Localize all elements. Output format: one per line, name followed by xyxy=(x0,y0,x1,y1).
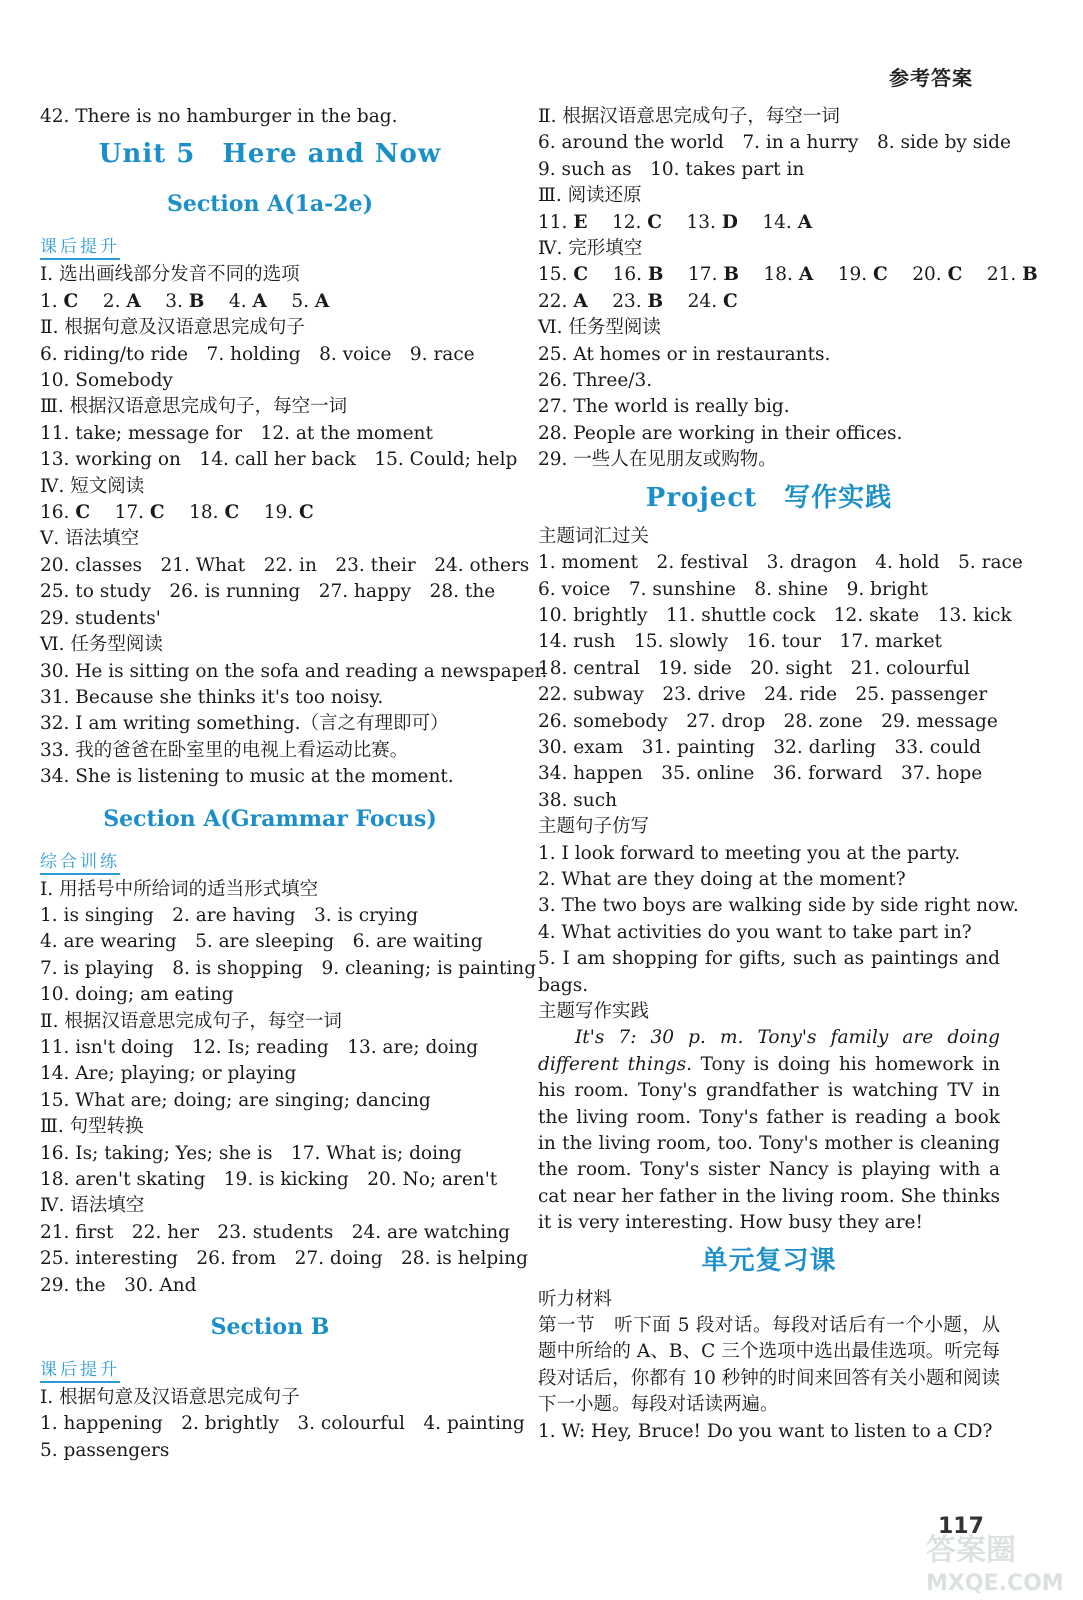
answer-line: 22. subway 23. drive 24. ride 25. passenger xyxy=(538,684,988,706)
answer-line: 1. I look forward to meeting you at the party. xyxy=(538,842,961,864)
answer-line: 1. happening 2. brightly 3. colourful 4. painting xyxy=(40,1413,525,1435)
answer-line: 主题句子仿写 xyxy=(538,816,650,838)
answer-item: 19. C xyxy=(837,264,888,286)
answer-line: 9. such as 10. takes part in xyxy=(538,158,805,180)
answer-line: 6. riding/to ride 7. holding 8. voice 9. race xyxy=(40,343,475,365)
answer-line: 3. The two boys are walking side by side right now. xyxy=(538,895,1019,917)
answer-line: 21. first 22. her 23. students 24. are watching xyxy=(40,1221,510,1243)
answer-line: 18. central 19. side 20. sight 21. colourful xyxy=(538,657,970,679)
answer-item: 15. C xyxy=(538,264,589,286)
answer-line: 主题词汇过关 xyxy=(538,525,650,547)
answer-line: 29. 一些人在见朋友或购物。 xyxy=(538,449,777,471)
unit-title: 单元复习课 xyxy=(701,1245,837,1276)
answer-line: 11. isn't doing 12. Is; reading 13. are; doing xyxy=(40,1036,479,1058)
answer-item: 20. C xyxy=(912,264,963,286)
exercise-tag: 课后提升 xyxy=(40,236,120,260)
svg-text:答案圈: 答案圈 xyxy=(926,1533,1016,1568)
answer-line: 4. What activities do you want to take part in? xyxy=(538,921,972,943)
answer-item: 17. B xyxy=(688,264,739,286)
answer-row xyxy=(40,289,500,315)
unit-title: Project 写作实践 xyxy=(645,482,893,513)
answer-line: Ⅳ. 短文阅读 xyxy=(40,475,145,497)
answer-line: 30. He is sitting on the sofa and reading a newspaper. xyxy=(40,660,548,682)
exercise-tag: 课后提升 xyxy=(40,1359,120,1383)
answer-line: 26. Three/3. xyxy=(538,370,653,392)
answer-line: Ⅱ. 根据汉语意思完成句子，每空一词 xyxy=(538,106,840,127)
answer-line: 34. She is listening to music at the moment. xyxy=(40,766,454,788)
answer-row xyxy=(538,289,1000,315)
answer-line: Ⅴ. 语法填空 xyxy=(40,528,140,550)
answer-item: 19. C xyxy=(263,502,314,524)
answer-item: 18. A xyxy=(763,264,814,286)
paragraph: 5. I am shopping for gifts, such as paintings and bags. xyxy=(538,948,1000,996)
answer-line: Ⅲ. 句型转换 xyxy=(40,1116,144,1138)
answer-line: 11. take; message for 12. at the moment xyxy=(40,422,433,444)
answer-line: 29. the 30. And xyxy=(40,1274,197,1296)
answer-item: 21. B xyxy=(986,264,1038,286)
answer-line: 38. such xyxy=(538,789,617,811)
answer-line: 30. exam 31. painting 32. darling 33. could xyxy=(538,736,981,758)
answer-line: Ⅱ. 根据句意及汉语意思完成句子 xyxy=(40,317,305,339)
answer-line: 25. At homes or in restaurants. xyxy=(538,343,831,365)
answer-item: 18. C xyxy=(189,502,240,524)
exercise-tag-row xyxy=(40,1353,500,1385)
answer-line: 42. There is no hamburger in the bag. xyxy=(40,106,398,127)
answer-item: 5. A xyxy=(291,290,330,312)
answer-line: 10. brightly 11. shuttle cock 12. skate 13. kick xyxy=(538,604,1012,626)
answer-line: 听力材料 xyxy=(538,1288,613,1310)
answer-line: 13. working on 14. call her back 15. Could; help xyxy=(40,449,518,471)
answer-line: 1. is singing 2. are having 3. is crying xyxy=(40,904,419,926)
answer-line: Ⅵ. 任务型阅读 xyxy=(40,634,163,656)
left-column xyxy=(40,104,548,1464)
answer-item: 4. A xyxy=(228,290,267,312)
answer-item: 1. C xyxy=(40,290,79,312)
answer-line: Ⅰ. 选出画线部分发音不同的选项 xyxy=(40,264,300,286)
answer-line: Ⅰ. 根据句意及汉语意思完成句子 xyxy=(40,1387,300,1409)
answer-line: Ⅲ. 阅读还原 xyxy=(538,185,642,207)
answer-line: 15. What are; doing; are singing; dancing xyxy=(40,1089,431,1111)
answer-line: 1. moment 2. festival 3. dragon 4. hold 5. race xyxy=(538,552,1023,574)
answer-line: Ⅱ. 根据汉语意思完成句子，每空一词 xyxy=(40,1010,342,1032)
answer-line: 34. happen 35. online 36. forward 37. hope xyxy=(538,763,983,785)
unit-title: Unit 5 Here and Now xyxy=(98,139,442,170)
answer-line: 1. W: Hey, Bruce! Do you want to listen to a CD? xyxy=(538,1420,993,1442)
answer-line: 25. interesting 26. from 27. doing 28. is helping xyxy=(40,1248,528,1270)
answer-item: 16. B xyxy=(612,264,664,286)
answer-item: 2. A xyxy=(102,290,141,312)
answer-line: 2. What are they doing at the moment? xyxy=(538,868,906,890)
answer-line: 28. People are working in their offices. xyxy=(538,422,903,444)
answer-item: 13. D xyxy=(686,211,738,233)
svg-text:MXQE.COM: MXQE.COM xyxy=(926,1571,1064,1596)
answer-line: 7. is playing 8. is shopping 9. cleaning; is painting xyxy=(40,957,537,979)
answer-line: 16. Is; taking; Yes; she is 17. What is; doing xyxy=(40,1142,462,1164)
answer-line: 29. students' xyxy=(40,607,161,629)
answer-item: 24. C xyxy=(687,290,738,312)
section-title: Section B xyxy=(210,1314,330,1341)
answer-item: 3. B xyxy=(165,290,205,312)
right-column xyxy=(538,104,1038,1445)
answer-line: 10. Somebody xyxy=(40,370,173,392)
answer-line: 6. around the world 7. in a hurry 8. side by side xyxy=(538,132,1011,154)
answer-line: Ⅳ. 完形填空 xyxy=(538,238,643,260)
answer-line: 5. passengers xyxy=(40,1439,170,1461)
answer-line: 14. Are; playing; or playing xyxy=(40,1063,297,1085)
answer-line: Ⅵ. 任务型阅读 xyxy=(538,317,661,339)
exercise-tag-row xyxy=(40,230,500,262)
answer-line: 33. 我的爸爸在卧室里的电视上看运动比赛。 xyxy=(40,739,409,761)
answer-row xyxy=(538,210,1000,236)
answer-line: 25. to study 26. is running 27. happy 28. the xyxy=(40,581,496,603)
answer-line: Ⅳ. 语法填空 xyxy=(40,1195,145,1217)
answer-line: 主题写作实践 xyxy=(538,1001,650,1022)
answer-line: Ⅰ. 用括号中所给词的适当形式填空 xyxy=(40,878,319,900)
answer-line: 18. aren't skating 19. is kicking 20. No; aren't xyxy=(40,1169,498,1190)
exercise-tag: 综合训练 xyxy=(40,851,120,875)
section-title: Section A(Grammar Focus) xyxy=(103,805,437,832)
paragraph: 第一节 听下面 5 段对话。每段对话后有一个小题，从题中所给的 A、B、C 三个选项中选出最佳选项。听完每段对话后，你都有 10 秒钟的时间来回答有关小题和阅读下一小题。每段对话读两遍。 xyxy=(538,1315,1000,1416)
answer-row xyxy=(538,262,1038,288)
answer-line: 32. I am writing something.（言之有理即可） xyxy=(40,713,449,735)
essay-paragraph: It's 7: 30 p. m. Tony's family are doing different things. Tony is doing his homework in his room. Tony's grandfather is watching TV in the living room. Tony's father is reading a book in the living room, too. Tony's mother is cleaning the room. Tony's sister Nancy is playing with a cat near her father in the living room. She thinks it is very interesting. How busy they are! xyxy=(538,1027,1001,1234)
section-title: Section A(1a-2e) xyxy=(166,191,373,218)
watermark-logo xyxy=(920,1520,1070,1596)
answer-line: 26. somebody 27. drop 28. zone 29. message xyxy=(538,710,998,732)
page-number: 117 xyxy=(938,1514,984,1539)
answer-item: 16. C xyxy=(40,502,91,524)
answer-line: 14. rush 15. slowly 16. tour 17. market xyxy=(538,631,942,653)
answer-line: 4. are wearing 5. are sleeping 6. are waiting xyxy=(40,931,483,953)
answer-line: 27. The world is really big. xyxy=(538,396,790,418)
answer-item: 14. A xyxy=(762,211,813,233)
answer-item: 23. B xyxy=(612,290,664,312)
answer-item: 22. A xyxy=(538,290,588,312)
answer-line: 31. Because she thinks it's too noisy. xyxy=(40,686,384,708)
page-header: 参考答案 xyxy=(889,66,973,90)
answer-line: 6. voice 7. sunshine 8. shine 9. bright xyxy=(538,578,928,600)
essay-lead: It's 7: 30 p. m. Tony's family are doing different things. xyxy=(538,1027,1000,1075)
answer-item: 12. C xyxy=(611,211,662,233)
answer-item: 17. C xyxy=(114,502,165,524)
answer-line: Ⅲ. 根据汉语意思完成句子，每空一词 xyxy=(40,396,348,418)
exercise-tag-row xyxy=(40,845,500,877)
answer-item: 11. E xyxy=(538,211,588,233)
answer-line: 20. classes 21. What 22. in 23. their 24. others xyxy=(40,554,530,576)
answer-row xyxy=(40,500,500,526)
answer-line: 10. doing; am eating xyxy=(40,984,234,1006)
